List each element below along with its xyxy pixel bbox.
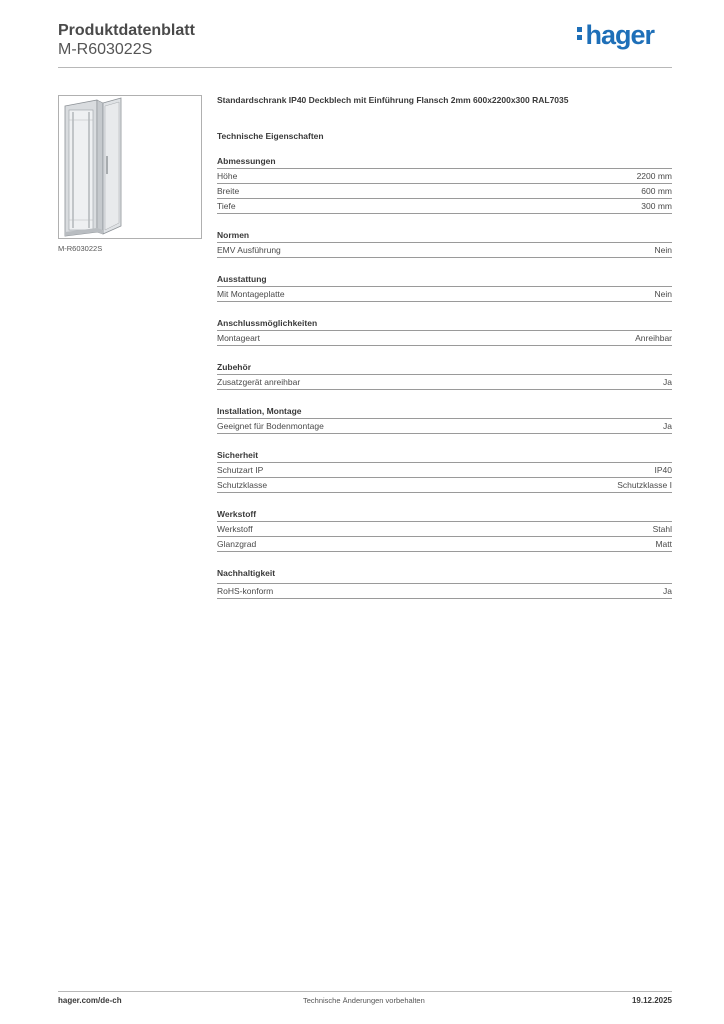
property-value: 2200 mm bbox=[636, 171, 672, 181]
footer-notice: Technische Änderungen vorbehalten bbox=[303, 996, 425, 1005]
cabinet-illustration-icon bbox=[59, 96, 201, 238]
property-label: Schutzart IP bbox=[217, 465, 264, 475]
property-row bbox=[217, 169, 672, 184]
product-details bbox=[217, 94, 672, 599]
property-label: Breite bbox=[217, 186, 240, 196]
document-title: Produktdatenblatt bbox=[58, 22, 195, 39]
section-title: Werkstoff bbox=[217, 508, 672, 522]
property-row bbox=[217, 478, 672, 493]
property-value: 600 mm bbox=[641, 186, 672, 196]
property-value: Schutzklasse I bbox=[617, 480, 672, 490]
property-row bbox=[217, 243, 672, 258]
property-label: Montageart bbox=[217, 333, 260, 343]
section-normen bbox=[217, 229, 672, 258]
property-value: Ja bbox=[663, 421, 672, 431]
section-title: Normen bbox=[217, 229, 672, 243]
property-value: 300 mm bbox=[641, 201, 672, 211]
section-nachhaltigkeit bbox=[217, 567, 672, 599]
property-label: Tiefe bbox=[217, 201, 236, 211]
property-value: Ja bbox=[663, 586, 672, 596]
property-row bbox=[217, 184, 672, 199]
footer-website-link[interactable]: hager.com/de-ch bbox=[58, 996, 122, 1005]
footer-date: 19.12.2025 bbox=[631, 996, 672, 1005]
property-row bbox=[217, 375, 672, 390]
property-row bbox=[217, 199, 672, 214]
technical-properties-heading: Technische Eigenschaften bbox=[217, 131, 324, 141]
property-label: RoHS-konform bbox=[217, 586, 274, 596]
document-subtitle: M-R603022S bbox=[58, 41, 153, 58]
section-installation-montage bbox=[217, 405, 672, 434]
section-ausstattung bbox=[217, 273, 672, 302]
section-anschlussmoeglichkeiten bbox=[217, 317, 672, 346]
header-divider bbox=[58, 67, 672, 68]
page-header bbox=[58, 20, 672, 68]
product-image-caption: M-R603022S bbox=[58, 244, 103, 253]
property-row bbox=[217, 584, 672, 599]
property-label: Geeignet für Bodenmontage bbox=[217, 421, 324, 431]
section-sicherheit bbox=[217, 449, 672, 493]
property-value: Nein bbox=[654, 289, 672, 299]
section-title: Sicherheit bbox=[217, 449, 672, 463]
footer-divider bbox=[58, 991, 672, 992]
property-value: Matt bbox=[655, 539, 672, 549]
property-row bbox=[217, 331, 672, 346]
product-image bbox=[58, 95, 202, 239]
property-value: IP40 bbox=[654, 465, 672, 475]
property-value: Stahl bbox=[652, 524, 672, 534]
section-title: Anschlussmöglichkeiten bbox=[217, 317, 672, 331]
logo-text: hager bbox=[585, 20, 654, 50]
section-title: Zubehör bbox=[217, 361, 672, 375]
property-value: Nein bbox=[654, 245, 672, 255]
section-title: Nachhaltigkeit bbox=[217, 567, 672, 584]
product-description: Standardschrank IP40 Deckblech mit Einführung Flansch 2mm 600x2200x300 RAL7035 bbox=[217, 95, 569, 105]
property-label: Werkstoff bbox=[217, 524, 253, 534]
section-title: Ausstattung bbox=[217, 273, 672, 287]
property-row bbox=[217, 537, 672, 552]
section-abmessungen bbox=[217, 155, 672, 214]
property-row bbox=[217, 463, 672, 478]
property-row bbox=[217, 287, 672, 302]
property-value: Anreihbar bbox=[635, 333, 672, 343]
property-value: Ja bbox=[663, 377, 672, 387]
section-werkstoff bbox=[217, 508, 672, 552]
section-title: Abmessungen bbox=[217, 155, 672, 169]
hager-logo bbox=[577, 20, 654, 51]
property-label: Mit Montageplatte bbox=[217, 289, 285, 299]
property-row bbox=[217, 419, 672, 434]
property-label: EMV Ausführung bbox=[217, 245, 281, 255]
property-label: Glanzgrad bbox=[217, 539, 257, 549]
logo-dots-icon bbox=[577, 24, 583, 43]
section-zubehoer bbox=[217, 361, 672, 390]
property-label: Zusatzgerät anreihbar bbox=[217, 377, 301, 387]
property-row bbox=[217, 522, 672, 537]
property-label: Schutzklasse bbox=[217, 480, 268, 490]
section-title: Installation, Montage bbox=[217, 405, 672, 419]
property-label: Höhe bbox=[217, 171, 238, 181]
